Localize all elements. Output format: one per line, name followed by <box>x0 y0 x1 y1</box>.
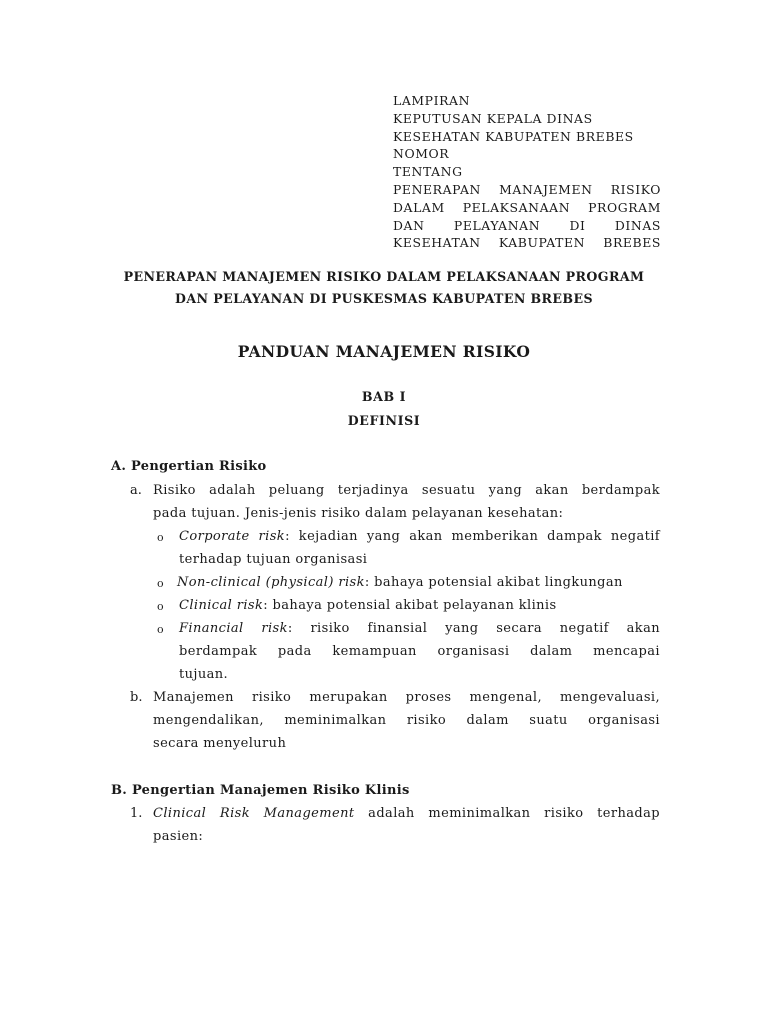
bullet-non-clinical-risk <box>177 575 623 590</box>
item-a-marker: a. <box>130 483 142 498</box>
item-b-line1: Manajemen risiko merupakan proses mengenal, mengevaluasi, <box>153 690 660 705</box>
term-clinical-risk-management: Clinical Risk Management <box>153 806 355 821</box>
term-clinical-risk: Clinical risk <box>179 598 264 613</box>
bullet-marker: o <box>157 600 164 613</box>
desc-clinical-risk-management: adalah meminimalkan risiko terhadap <box>354 806 660 821</box>
desc-non-clinical-risk: : bahaya potensial akibat lingkungan <box>364 575 623 590</box>
term-financial-risk: Financial risk <box>179 621 288 636</box>
bullet-corporate-risk <box>179 529 660 544</box>
bullet-marker: o <box>157 531 164 544</box>
lampiran-line: DAN PELAYANAN DI DINAS <box>393 217 661 233</box>
item-1-line2: pasien: <box>153 829 204 844</box>
bullet-corporate-risk-line2: terhadap tujuan organisasi <box>179 552 368 567</box>
bab-number: BAB I <box>361 389 407 404</box>
document-title-line1: PENERAPAN MANAJEMEN RISIKO DALAM PELAKSANAAN PROGRAM <box>123 269 645 284</box>
document-title-line2: DAN PELAYANAN DI PUSKESMAS KABUPATEN BREBES <box>175 291 593 306</box>
lampiran-line: DALAM PELAKSANAAN PROGRAM <box>393 199 661 215</box>
lampiran-line: NOMOR <box>393 146 450 162</box>
item-b-line3: secara menyeluruh <box>153 736 287 751</box>
lampiran-line: PENERAPAN MANAJEMEN RISIKO <box>393 181 661 197</box>
item-a-line1: Risiko adalah peluang terjadinya sesuatu yang akan berdampak <box>153 483 660 498</box>
term-non-clinical-risk: Non-clinical (physical) risk <box>177 575 365 590</box>
lampiran-block <box>393 92 661 252</box>
lampiran-line: TENTANG <box>393 164 463 180</box>
bullet-marker: o <box>157 577 164 590</box>
section-a-heading: A. Pengertian Risiko <box>111 459 267 474</box>
desc-clinical-risk: : bahaya potensial akibat pelayanan klinis <box>263 598 557 613</box>
bullet-financial-risk-line2: berdampak pada kemampuan organisasi dalam mencapai <box>179 644 660 659</box>
bullet-financial-risk-line3: tujuan. <box>179 667 229 682</box>
bab-name: DEFINISI <box>347 413 421 428</box>
bullet-clinical-risk <box>179 598 557 613</box>
bullet-financial-risk <box>179 621 660 636</box>
lampiran-line: KESEHATAN KABUPATEN BREBES <box>393 235 661 251</box>
item-a-line2: pada tujuan. Jenis-jenis risiko dalam pelayanan kesehatan: <box>153 506 564 521</box>
lampiran-line: KESEHATAN KABUPATEN BREBES <box>393 128 634 144</box>
lampiran-line: LAMPIRAN <box>393 93 471 108</box>
desc-corporate-risk: : kejadian yang akan memberikan dampak negatif <box>285 529 660 544</box>
item-1-marker: 1. <box>130 806 143 821</box>
term-corporate-risk: Corporate risk <box>179 529 286 544</box>
bullet-marker: o <box>157 623 164 636</box>
item-b-line2: mengendalikan, meminimalkan risiko dalam suatu organisasi <box>153 713 660 728</box>
item-b-marker: b. <box>130 690 143 705</box>
section-b-heading: B. Pengertian Manajemen Risiko Klinis <box>111 783 410 798</box>
lampiran-line: KEPUTUSAN KEPALA DINAS <box>393 110 593 126</box>
item-1-line1 <box>153 806 660 821</box>
desc-financial-risk: : risiko finansial yang secara negatif akan <box>287 621 660 636</box>
panduan-heading: PANDUAN MANAJEMEN RISIKO <box>237 342 531 361</box>
